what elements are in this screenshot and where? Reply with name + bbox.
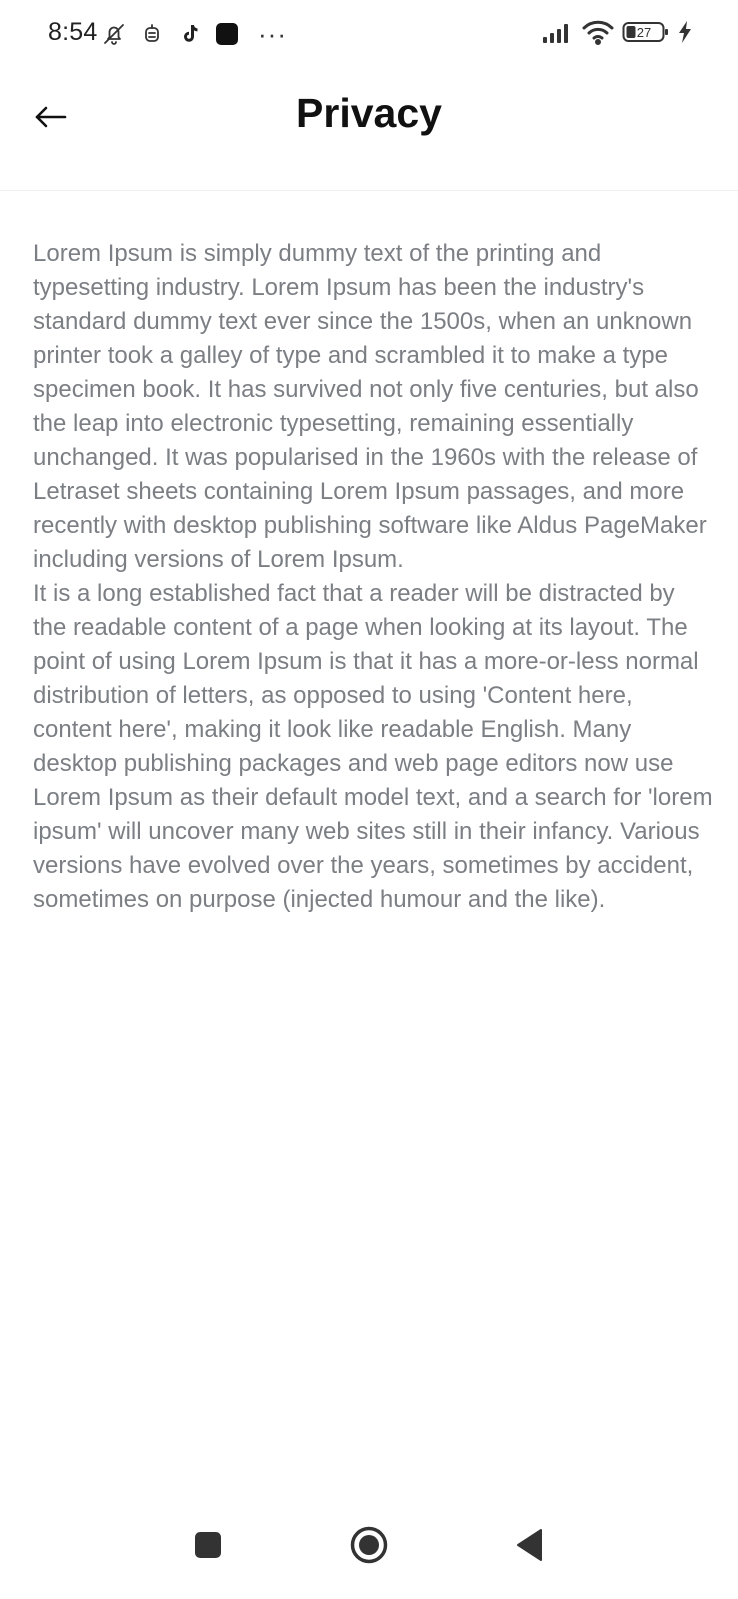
back-triangle-icon xyxy=(515,1528,545,1567)
battery-level: 27 xyxy=(636,24,652,40)
privacy-content xyxy=(33,237,713,917)
charging-bolt-icon xyxy=(678,21,692,48)
system-back-button[interactable] xyxy=(502,1519,558,1575)
privacy-paragraph-2: It is a long established fact that a reader will be distracted by the readable content of a page when looking at its layout. The point of using Lorem Ipsum is that it has a more-or-less normal distribution of letters, as opposed to using 'Content here, content here', making it look like readable English. Many desktop publishing packages and web page editors now use Lorem Ipsum as their default model text, and a search for 'lorem ipsum' will uncover many web sites still in their infancy. Various versions have evolved over the years, sometimes by accident, sometimes on purpose (injected humour and the like). xyxy=(33,580,713,913)
recent-apps-button[interactable] xyxy=(180,1519,236,1575)
page-title: Privacy xyxy=(296,90,442,136)
wifi-icon xyxy=(582,19,614,50)
status-time: 8:54 xyxy=(48,18,98,46)
battery-icon xyxy=(622,20,670,49)
more-dots-icon: ··· xyxy=(258,19,287,49)
recent-apps-icon xyxy=(193,1530,223,1565)
home-button[interactable] xyxy=(341,1519,397,1575)
status-bar xyxy=(0,0,738,64)
signal-icon xyxy=(542,20,574,49)
status-system-icons xyxy=(542,18,692,50)
home-icon xyxy=(349,1525,389,1570)
system-navigation-bar xyxy=(0,1509,738,1599)
privacy-paragraph-1: Lorem Ipsum is simply dummy text of the printing and typesetting industry. Lorem Ipsum has been the industry's standard dummy text ever since the 1500s, when an unknown printer took a galley of type and scrambled it to make a type specimen book. It has survived not only five centuries, but also the leap into electronic typesetting, remaining essentially unchanged. It was popularised in the 1960s with the release of Letraset sheets containing Lorem Ipsum passages, and more recently with desktop publishing software like Aldus PageMaker including versions of Lorem Ipsum. xyxy=(33,240,707,573)
status-notification-icons xyxy=(102,18,287,50)
app-header xyxy=(0,64,738,191)
robot-icon xyxy=(140,22,164,46)
app-square-icon xyxy=(216,23,238,45)
tiktok-icon xyxy=(178,22,202,46)
bell-off-icon xyxy=(102,22,126,46)
